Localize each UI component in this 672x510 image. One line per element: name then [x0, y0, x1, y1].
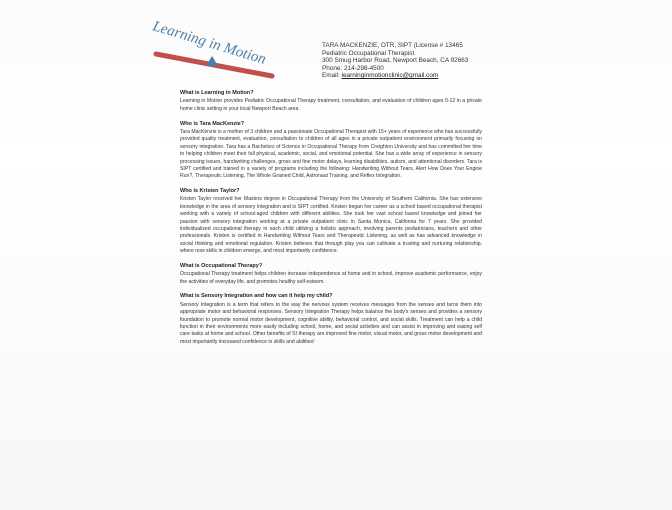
- section-paragraph: Occupational Therapy treatment helps children increase independence at home and in school, improve academic performance, enjoy the activities of everyday life, and promotes healthy self-esteem.: [180, 271, 482, 285]
- contact-block: [322, 42, 522, 80]
- section-paragraph: Tara MacKenzie is a mother of 3 children and a passionate Occupational Therapist with 15+ years of experience who has successfully provided quality treatment, evaluation, consultation to children of all ages in a private outpatient environment primarily focusing on sensory integration. Tara has a Bachelors of Science in Occupational Therapy from Creighton University and has committed her time to helping children meet their full physical, academic, social, and emotional potential. She has a wide array of experience in sensory processing issues, handwriting challenges, gross and fine motor delays, learning disabilities, autism, and attentional disorders. Tara is SIPT certified and trained in a variety of programs including the following: Handwriting Without Tears, Alert How Does Your Engine Run?, Therapeutic Listening, The Whole Grained Child, Astronaut Training, and Reflex Integration.: [180, 128, 482, 180]
- section-what-is-ot: [180, 263, 482, 286]
- contact-email-label: Email:: [322, 72, 340, 80]
- section-heading: Who is Kristen Taylor?: [180, 188, 240, 195]
- document-body: [180, 90, 482, 354]
- section-paragraph: Learning in Motion provides Pediatric Occupational Therapy treatment, consultation, and evaluation of children ages 0-12 in a private home clinic setting in your local Newport Beach area.: [180, 98, 482, 112]
- learning-in-motion-logo: [148, 14, 278, 86]
- contact-email-line: [322, 72, 522, 80]
- logo-text: [150, 18, 268, 68]
- section-heading: Who is Tara MacKenzie?: [180, 120, 245, 127]
- contact-title: Pediatric Occupational Therapist: [322, 49, 415, 57]
- section-who-is-kristen: [180, 188, 482, 256]
- logo-text-path: Learning in Motion: [150, 18, 268, 68]
- section-paragraph: Kristen Taylor received her Masters degree in Occupational Therapy from the University of Southern California. She has extensive knowledge in the area of sensory integration and is SIPT certified. Kristen began her career as a school based occupational therapist working with a variety of school-aged children with different abilities. She took her vast school based knowledge and joined her passion with sensory integration working at a private outpatient clinic in Santa Monica, California for 7 years. She provided individualized occupational therapy in each child utilizing a holistic approach, involving parents pediatricians, teachers and other professionals. Kristen is certified in Handwriting Without Tears and Therapeutic Listening, as well as has advanced knowledge in social thinking and emotional regulation. Kristen believes that through play you can cultivate a trusting and nurturing relationship, where now skills in children emerge, and most importantly confidence.: [180, 196, 482, 255]
- contact-email-link[interactable]: learninginmotionclinic@gmail.com: [341, 72, 439, 80]
- section-paragraph: Sensory Integration is a term that refers to the way the nervous system receives messages from the senses and turns them into appropriate motor and behavioral responses. Sensory Integration Therapy helps balance the body's senses and provides a sensory foundation to promote normal motor development, cognitive ability, behavioral control, and social skills. Treatment can help a child function in their environments more easily including school, home, and social activities and can assist in improving and easing self care tasks at home and school. Other benefits of SI therapy are improved fine motor, visual motor, and gross motor development and most importantly increased confidence in skills and abilities!: [180, 301, 482, 345]
- contact-phone: Phone: 214-298-4500: [322, 64, 384, 72]
- section-what-is-learning-in-motion: [180, 90, 482, 113]
- seesaw-fulcrum: [206, 56, 218, 66]
- section-who-is-tara: [180, 121, 482, 181]
- contact-name: TARA MACKENZIE, OTR, SIPT (License # 13465: [322, 42, 463, 49]
- section-heading: What is Learning in Motion?: [180, 90, 254, 96]
- section-heading: What is Sensory Integration and how can it help my child?: [180, 293, 333, 300]
- section-sensory-integration: [180, 293, 482, 346]
- section-heading: What is Occupational Therapy?: [180, 262, 263, 269]
- seesaw-logo-graphic: [148, 14, 278, 86]
- contact-address: 300 Smug Harbor Road, Newport Beach, CA 92663: [322, 57, 469, 65]
